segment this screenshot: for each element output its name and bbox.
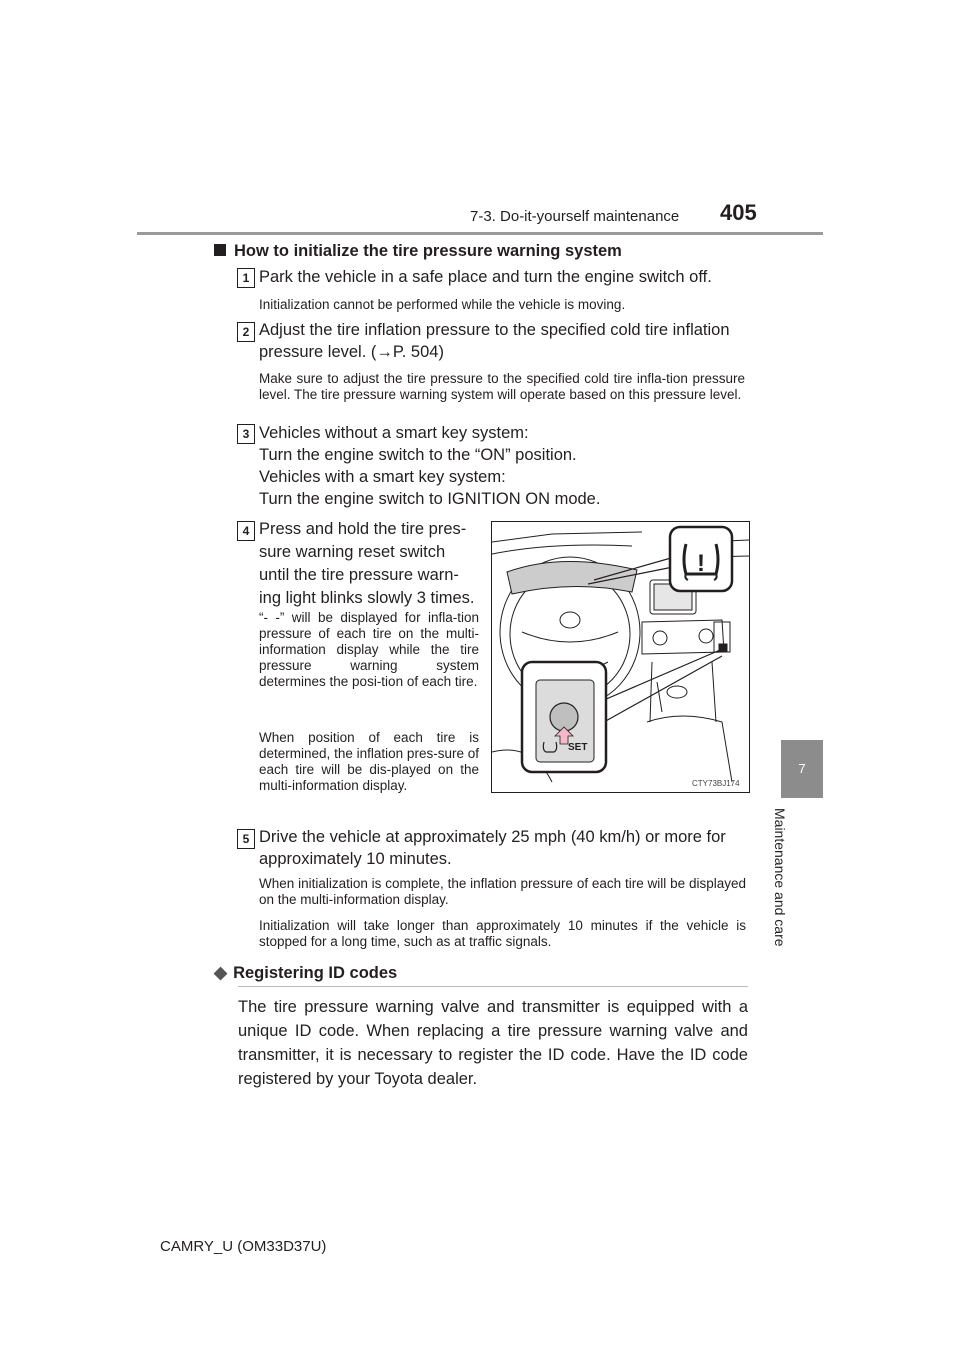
square-bullet-icon: [214, 244, 226, 256]
footer-model: CAMRY_U (OM33D37U): [160, 1238, 327, 1255]
step-4-line-4: ing light blinks slowly 3 times.: [259, 589, 475, 607]
step-number-1: 1: [237, 268, 255, 288]
step-number-2: 2: [237, 322, 255, 342]
step-4-note-2: When position of each tire is determined, the inflation pres-sure of each tire will be dis-played on the multi-information display.: [259, 730, 479, 793]
diamond-bullet-icon: ◆: [214, 963, 228, 982]
step-4-line-2: sure warning reset switch: [259, 543, 446, 561]
step-2-text: [259, 319, 749, 363]
step-1-line-1: Park the vehicle in a safe place and turn the engine switch off.: [259, 268, 712, 286]
dashboard-drawing: [492, 522, 749, 792]
step-5-line-2: approximately 10 minutes.: [259, 850, 452, 868]
step-5-note-1: When initialization is complete, the inflation pressure of each tire will be displayed on the multi-information display.: [259, 876, 746, 907]
figure-code: CTY73BJ174: [692, 779, 740, 788]
step-5-note-2: Initialization will take longer than approximately 10 minutes if the vehicle is stopped for a long time, such as at traffic signals.: [259, 918, 746, 949]
chapter-tab: 7: [781, 740, 823, 798]
step-4-text: [259, 518, 477, 610]
subsection-rule: [238, 986, 748, 987]
step-4-line-3: until the tire pressure warn-: [259, 566, 459, 584]
step-4-note-1: “- -” will be displayed for infla-tion pressure of each tire on the multi-information display while the tire pressure warning system determines the posi-tion of each tire.: [259, 610, 479, 689]
set-label: SET: [568, 742, 588, 753]
section-title-text: How to initialize the tire pressure warning system: [234, 242, 622, 260]
step-3-text: [259, 422, 600, 510]
step-3-line-4: Turn the engine switch to IGNITION ON mode.: [259, 490, 601, 508]
step-5-text: [259, 826, 749, 870]
registering-id-paragraph: The tire pressure warning valve and transmitter is equipped with a unique ID code. When replacing a tire pressure warning valve and transmitter, it is necessary to register the ID code. Have the ID code registered by your Toyota dealer.: [238, 998, 748, 1088]
step-2-note: Make sure to adjust the tire pressure to the specified cold tire infla-tion pressure level. The tire pressure warning system will operate based on this pressure level.: [259, 371, 745, 402]
step-number-5: 5: [237, 829, 255, 849]
step-3-line-2: Turn the engine switch to the “ON” position.: [259, 446, 577, 464]
step-5-line-1: Drive the vehicle at approximately 25 mph (40 km/h) or more for: [259, 828, 726, 846]
step-3-line-1: Vehicles without a smart key system:: [259, 424, 529, 442]
step-2-line-1: Adjust the tire inflation pressure to the specified cold tire inflation: [259, 321, 730, 339]
step-1-note: Initialization cannot be performed while the vehicle is moving.: [259, 297, 626, 312]
warning-exclamation-icon: !: [697, 550, 705, 577]
header-rule: [137, 232, 823, 235]
step-2-line-2: pressure level. (→P. 504): [259, 343, 444, 361]
step-4-line-1: Press and hold the tire pres-: [259, 520, 467, 538]
step-1-text: [259, 266, 712, 288]
dashboard-illustration: [491, 521, 750, 793]
subsection-title: [214, 963, 397, 983]
step-number-3: 3: [237, 424, 255, 444]
step-number-4: 4: [237, 521, 255, 541]
page-number: 405: [720, 200, 757, 225]
section-title: [214, 242, 622, 261]
header-section-title: 7-3. Do-it-yourself maintenance: [470, 208, 680, 225]
subsection-title-text: Registering ID codes: [233, 964, 398, 982]
chapter-label: Maintenance and care: [772, 808, 788, 947]
step-3-line-3: Vehicles with a smart key system:: [259, 468, 506, 486]
